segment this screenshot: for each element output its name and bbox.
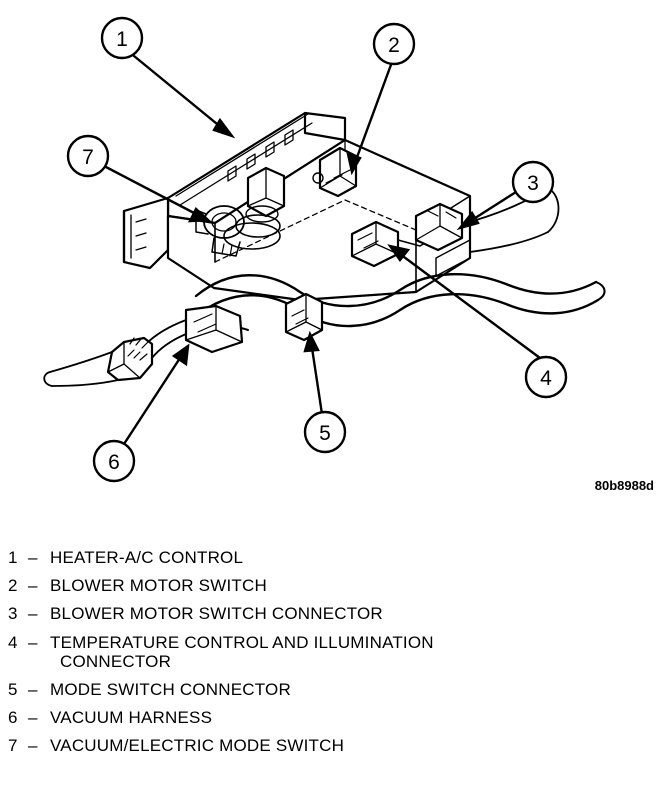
legend-item-dash: – [28,548,38,567]
callout-3-label: 3 [527,172,539,195]
legend-item-dash: – [28,576,38,596]
legend-item-number: 6 [8,708,18,728]
callout-3 [513,162,553,202]
callout-4 [526,357,566,397]
legend-item [8,576,672,595]
legend-item-dash: – [28,736,38,756]
callout-5 [305,412,345,452]
legend-item [8,633,672,671]
legend-list [0,548,672,765]
callout-6-label: 6 [108,451,120,474]
legend-item-label-line2: CONNECTOR [60,651,172,671]
legend-item-label-line1: TEMPERATURE CONTROL AND ILLUMINATION [50,632,434,652]
legend-item [8,548,672,567]
callout-4-label: 4 [540,367,552,390]
callout-7 [68,136,108,176]
legend-item-label: VACUUM/ELECTRIC MODE SWITCH [50,736,345,756]
legend-item-number: 1 [8,548,18,567]
legend-item-number: 7 [8,736,18,756]
callout-1-label: 1 [116,28,128,51]
legend-item-number: 2 [8,576,18,596]
legend-item-dash: – [28,708,38,728]
callout-2-label: 2 [388,34,400,57]
legend-item [8,736,672,755]
legend-item [8,604,672,623]
figure-code: 80b8988d [594,478,654,493]
callout-2 [374,24,414,64]
legend-item-dash: – [28,632,38,652]
legend-item-label: HEATER-A/C CONTROL [50,548,244,567]
legend-item-number: 3 [8,604,18,624]
legend-item-label: MODE SWITCH CONNECTOR [50,680,291,700]
legend-item-dash: – [28,680,38,700]
legend-item-label: VACUUM HARNESS [50,708,213,728]
legend-item-dash: – [28,604,38,624]
legend-item-number: 5 [8,680,18,700]
callout-5-label: 5 [319,422,331,445]
legend-item-label [50,633,434,671]
callout-7-label: 7 [82,146,94,169]
legend-item [8,680,672,699]
legend-item-number: 4 [8,632,18,652]
callout-6 [94,441,134,481]
legend-item [8,708,672,727]
callout-1 [102,18,142,58]
legend-item-label: BLOWER MOTOR SWITCH [50,576,267,596]
legend-item-label: BLOWER MOTOR SWITCH CONNECTOR [50,604,383,624]
